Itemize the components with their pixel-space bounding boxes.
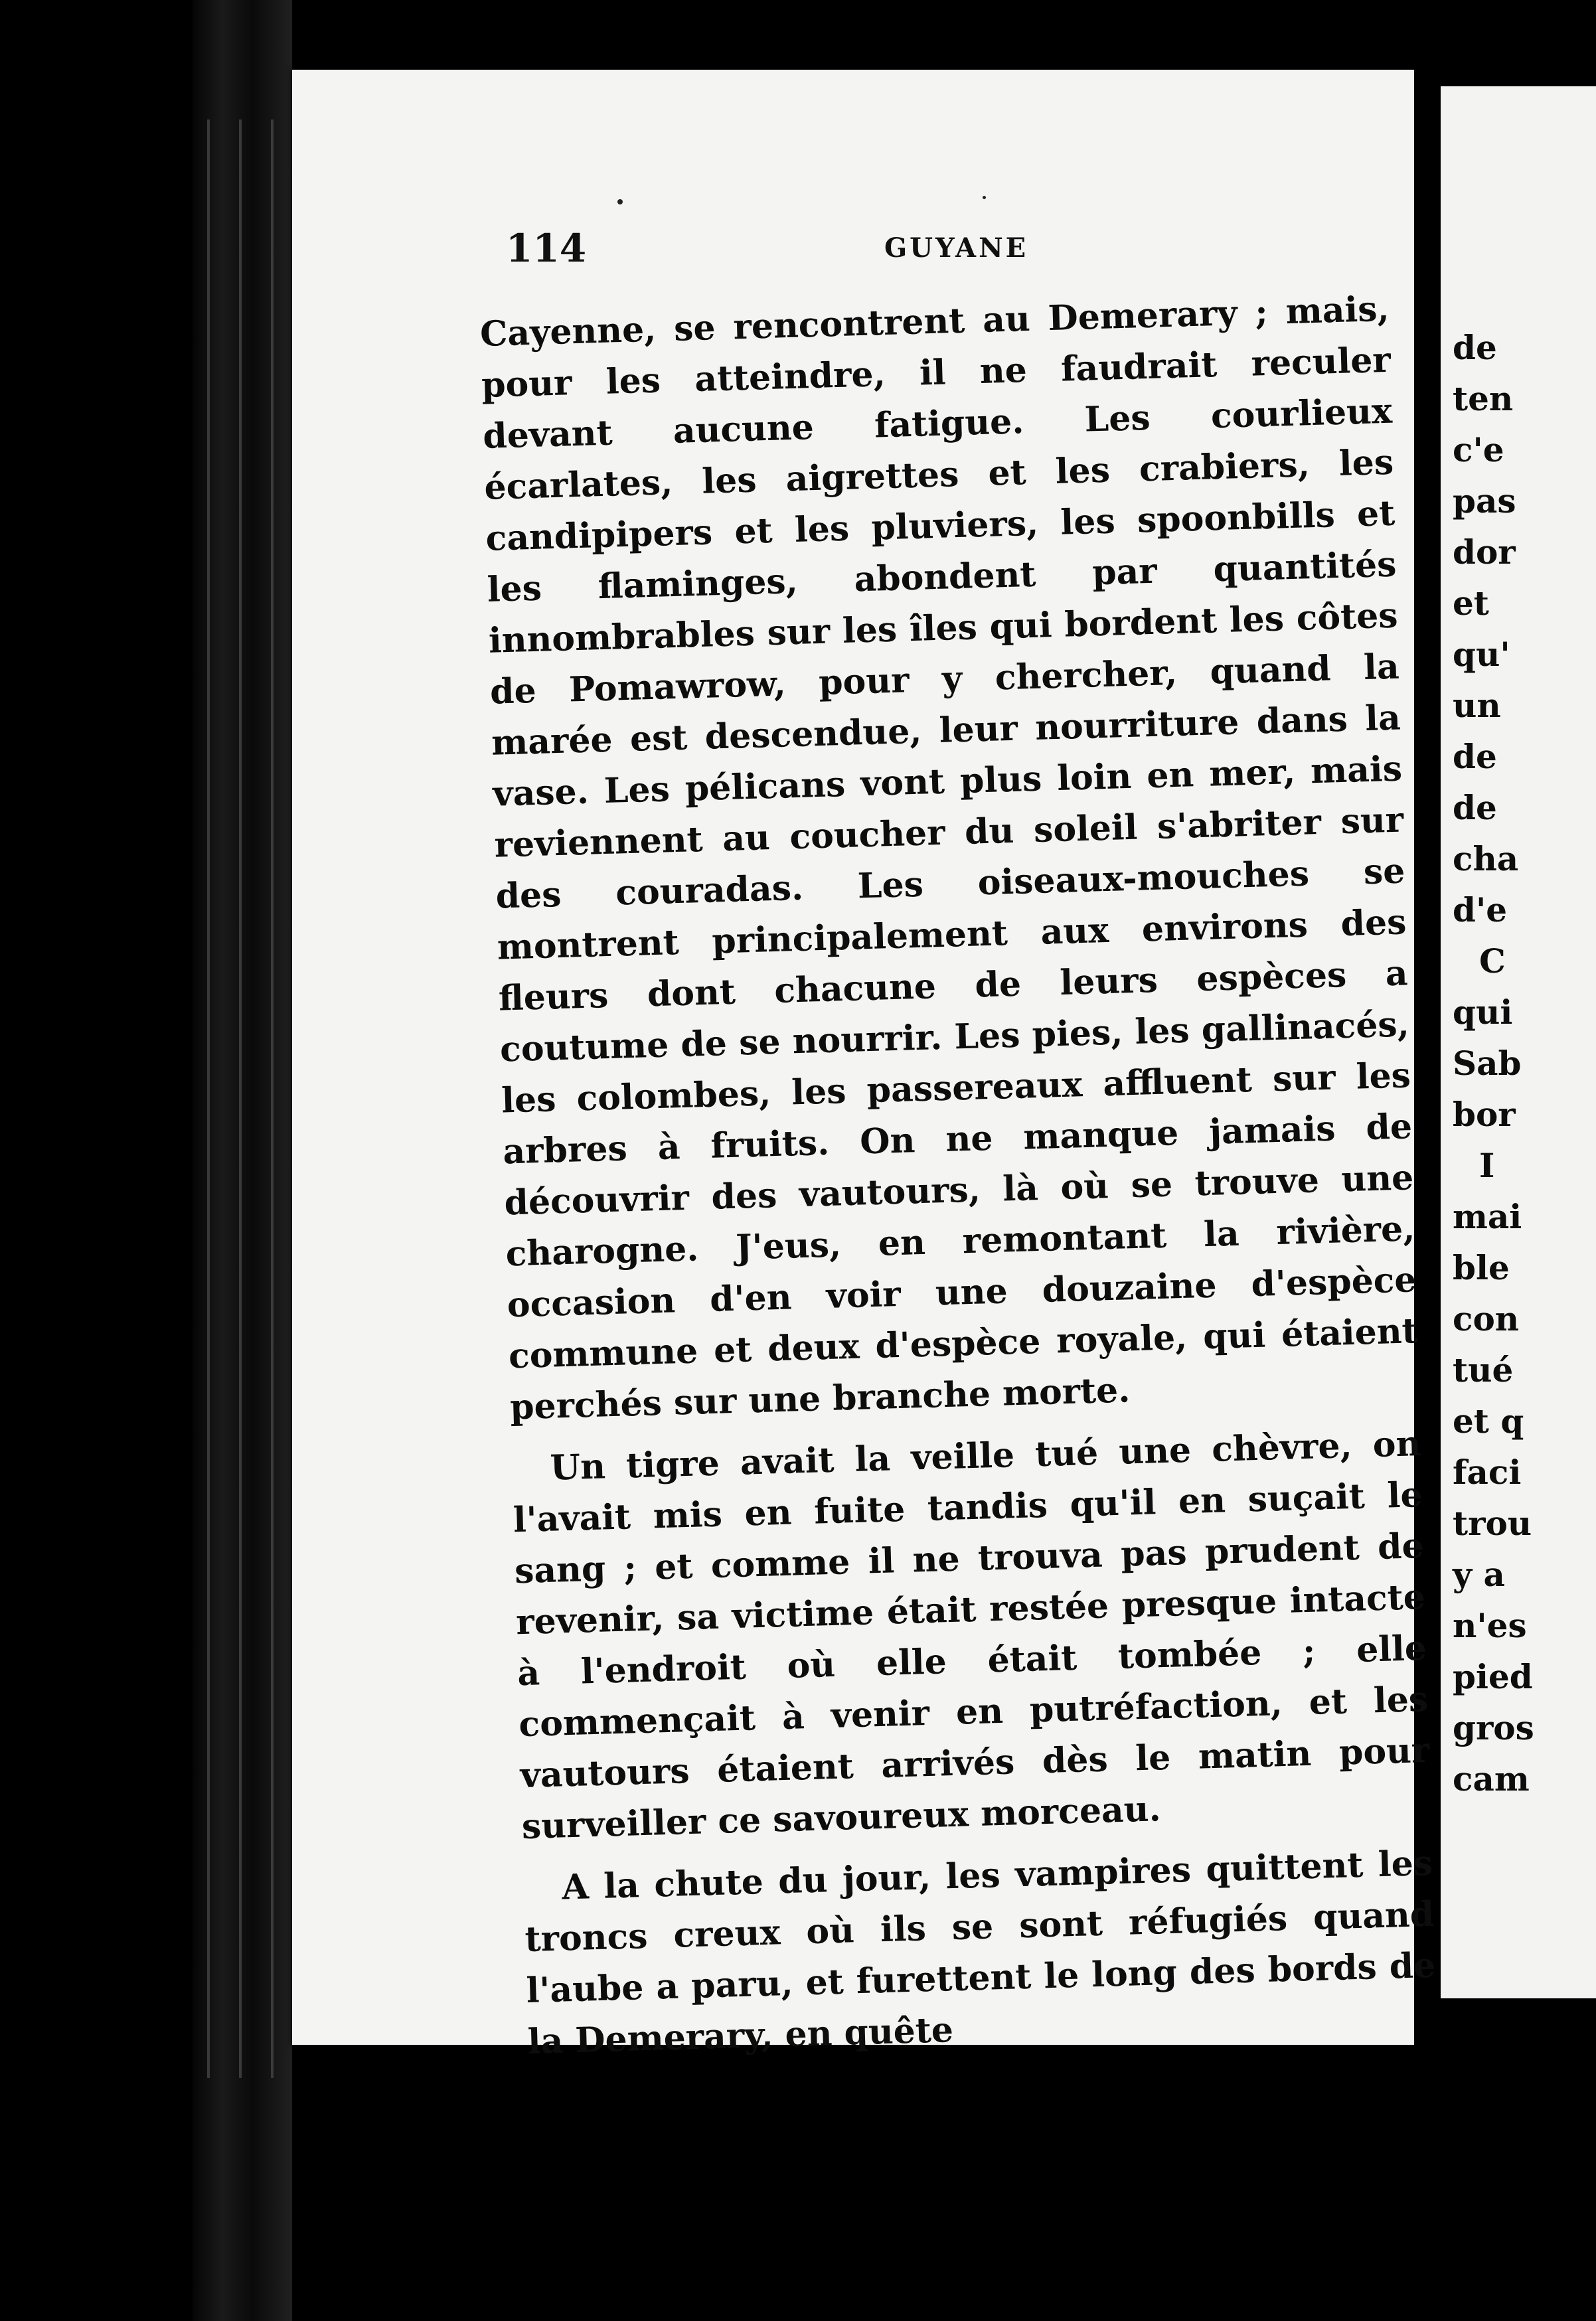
page-header	[506, 226, 1369, 285]
text-line: c'e	[1453, 430, 1504, 469]
book-spine	[193, 0, 292, 2321]
text-line: bor	[1453, 1095, 1516, 1134]
spine-edge	[239, 120, 242, 2078]
text-line: dor	[1453, 532, 1516, 572]
text-line: ten	[1453, 379, 1514, 418]
text-line: de	[1453, 737, 1497, 776]
paragraph: Un tigre avait la veille tué une chèvre, on l'avait mis en fuite tandis qu'il en suçait le sang ; et comme il ne trouva pas prudent de revenir, sa victime était restée presque intacte à l'endroit où elle était tombée ; elle commençait à venir en putréfaction, et les vautours étaient arrivés dès le matin pour surveiller ce savoureux morceau.	[513, 1423, 1431, 1848]
text-line: trou	[1453, 1504, 1532, 1543]
text-line: Sab	[1453, 1044, 1522, 1083]
text-line: C	[1479, 941, 1506, 981]
text-line: pied	[1453, 1657, 1533, 1696]
paragraph: A la chute du jour, les vampires quittent les troncs creux où ils se sont réfugiés quand l'aube a paru, et furettent le long des bords de la Demerary, en quête	[524, 1842, 1437, 2062]
spine-edge	[271, 120, 274, 2078]
text-line: et	[1453, 584, 1489, 623]
text-line: gros	[1453, 1708, 1534, 1747]
text-line: et q	[1453, 1401, 1524, 1441]
page-number: 114	[506, 226, 587, 271]
body-text	[479, 283, 1437, 2067]
text-line: d'e	[1453, 890, 1508, 929]
text-line: de	[1453, 328, 1497, 367]
right-page-text	[1453, 322, 1596, 1804]
text-line: cha	[1453, 839, 1519, 878]
text-line: ble	[1453, 1248, 1510, 1287]
text-line: de	[1453, 788, 1497, 827]
text-line: mai	[1453, 1197, 1522, 1236]
right-page-edge	[1441, 86, 1596, 1998]
text-line: cam	[1453, 1759, 1530, 1799]
ink-speck	[617, 199, 623, 204]
paragraph: Cayenne, se rencontrent au Demerary ; mais, pour les atteindre, il ne faudrait reculer devant aucune fatigue. Les courlieux écarlates, les aigrettes et les crabiers, les candipipers et les pluviers, les spoonbills et les flaminges, abondent par quantités innombrables sur les îles qui bordent les côtes de Pomawrow, pour y chercher, quand la marée est descendue, leur nourriture dans la vase. Les pélicans vont plus loin en mer, mais reviennent au coucher du soleil s'abriter sur des couradas. Les oiseaux-mouches se montrent principalement aux environs des fleurs dont chacune de leurs espèces a coutume de se nourrir. Les pies, les gallinacés, les colombes, les passereaux affluent sur les arbres à fruits. On ne manque jamais de découvrir des vautours, là où se trouve une charogne. J'eus, en remontant la rivière, occasion d'en voir une douzaine d'espèce commune et deux d'espèce royale, qui étaient perchés sur une branche morte.	[479, 288, 1419, 1428]
ink-speck	[983, 196, 986, 199]
text-line: tué	[1453, 1350, 1514, 1390]
spine-edge	[207, 120, 210, 2078]
text-line: I	[1479, 1146, 1495, 1185]
text-line: con	[1453, 1299, 1520, 1338]
text-line: n'es	[1453, 1606, 1527, 1645]
text-line: un	[1453, 686, 1501, 725]
text-line: faci	[1453, 1453, 1522, 1492]
text-line: y a	[1453, 1555, 1505, 1594]
running-head: GUYANE	[884, 232, 1029, 264]
text-line: qui	[1453, 993, 1513, 1032]
left-page	[292, 70, 1437, 2062]
text-line: pas	[1453, 481, 1516, 520]
text-line: qu'	[1453, 635, 1510, 674]
